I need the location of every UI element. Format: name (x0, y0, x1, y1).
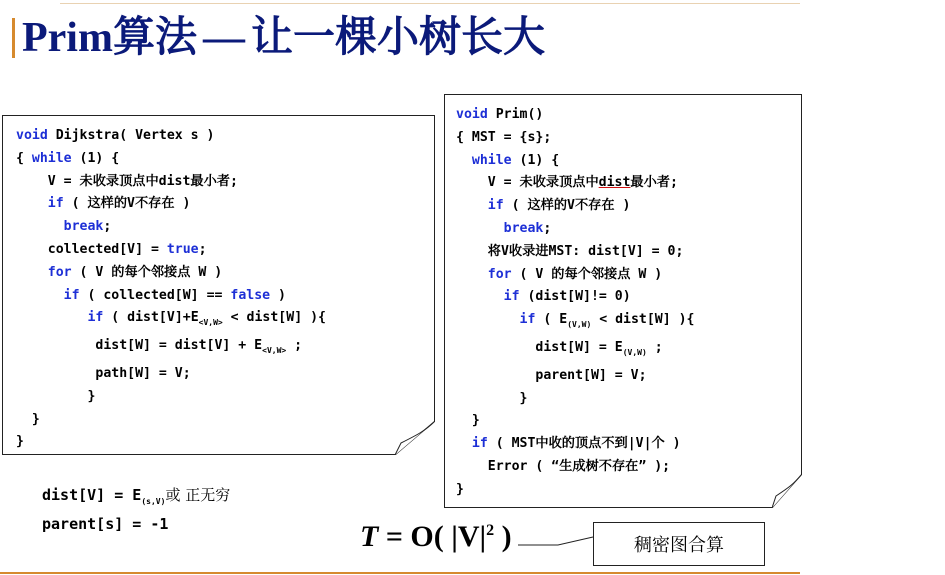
code-text: collected[V] = (16, 241, 167, 257)
code-keyword: false (230, 287, 271, 303)
code-line (16, 307, 326, 335)
code-line (16, 335, 326, 363)
page-title (22, 6, 545, 70)
dense-graph-callout: 稠密图合算 (593, 522, 765, 566)
code-subscript: (V,W) (567, 320, 592, 330)
code-text: ; (543, 220, 552, 236)
formula-close: ) (494, 520, 512, 553)
code-line (456, 433, 695, 456)
code-line (16, 409, 326, 432)
bottom-divider (0, 572, 800, 574)
code-line (456, 388, 695, 411)
code-text: } (16, 434, 24, 450)
code-keyword: if (471, 436, 488, 452)
code-text: (dist[W]!= 0) (519, 289, 631, 305)
code-text: ( V 的每个邻接点 W ) (71, 264, 223, 280)
code-text: dist (598, 175, 631, 191)
code-keyword: while (31, 150, 72, 166)
prim-code (456, 104, 695, 502)
code-text: Dijkstra( Vertex s ) (47, 128, 215, 143)
code-text: parent[W] = V; (456, 367, 647, 383)
code-text: ; (646, 339, 663, 355)
code-line (456, 241, 695, 264)
title-sub: 让一棵小树长大 (250, 15, 545, 61)
top-divider (60, 3, 800, 4)
code-text: ( 这样的V不存在 ) (63, 196, 191, 212)
code-text: ; (286, 338, 303, 354)
code-text (456, 436, 472, 451)
code-text: Prim() (487, 107, 544, 122)
code-line (456, 365, 695, 388)
code-text: } (456, 413, 480, 429)
code-line (16, 171, 326, 194)
code-line (16, 262, 326, 285)
code-line (456, 309, 695, 337)
code-text: path[W] = V; (16, 365, 191, 381)
code-text: } (16, 411, 40, 427)
code-line (456, 479, 695, 502)
code-line (16, 148, 326, 171)
code-text: < dist[W] ){ (222, 310, 326, 326)
code-keyword: break (63, 219, 104, 235)
code-line (456, 150, 695, 173)
init-dist-line (42, 484, 230, 506)
init-parent-line: parent[s] = -1 (42, 515, 169, 533)
code-keyword: if (63, 287, 80, 303)
code-keyword: for (47, 264, 72, 280)
formula-body: = O( |V| (378, 520, 487, 553)
callout-leader-line (518, 535, 598, 549)
code-line (456, 337, 695, 365)
code-line (456, 195, 695, 218)
code-text: ( dist[V]+E (103, 310, 199, 326)
code-text (16, 219, 64, 234)
code-text (456, 312, 520, 327)
code-text: dist[W] = E (456, 339, 623, 355)
title-separator: — (202, 15, 245, 61)
code-text: } (456, 481, 464, 497)
code-text: } (456, 390, 528, 406)
code-text: Error ( “生成树不存在” ); (456, 458, 671, 474)
code-text (456, 267, 488, 282)
code-text (16, 310, 87, 325)
code-keyword: for (487, 266, 512, 282)
code-text (456, 221, 504, 236)
dijkstra-code (16, 125, 326, 454)
code-line (16, 363, 326, 386)
code-keyword: if (47, 196, 64, 212)
code-text (16, 196, 48, 211)
code-text: V = 未收录顶点中 (456, 175, 599, 191)
init-dist-subscript: (s,V) (141, 497, 166, 506)
code-text: (1) { (71, 150, 120, 166)
code-line (456, 127, 695, 150)
code-text: ( E (535, 312, 568, 328)
code-keyword: if (87, 310, 104, 326)
code-text: dist[W] = dist[V] + E (16, 338, 263, 354)
code-text: ) (270, 287, 286, 303)
page-curl-icon (772, 474, 802, 508)
code-line (16, 431, 326, 454)
code-line (456, 218, 695, 241)
code-text: ; (103, 219, 112, 235)
code-text: V = 未收录顶点中dist最小者; (16, 173, 238, 189)
code-line (456, 410, 695, 433)
code-text: } (16, 388, 96, 404)
code-line (16, 193, 326, 216)
formula-T: T (360, 520, 379, 553)
code-line (456, 286, 695, 309)
init-dist-note: 或 正无穷 (165, 486, 231, 504)
code-line (16, 125, 326, 148)
code-text: < dist[W] ){ (591, 312, 695, 328)
code-keyword: void (16, 128, 48, 143)
code-line (16, 285, 326, 308)
code-line (456, 172, 695, 195)
code-text (456, 289, 504, 304)
code-line (16, 239, 326, 262)
code-text: ( 这样的V不存在 ) (503, 198, 631, 214)
code-line (16, 386, 326, 409)
code-subscript: (V,W) (622, 347, 647, 357)
code-keyword: true (166, 241, 199, 257)
formula-exponent: 2 (486, 522, 495, 539)
code-text: 最小者; (630, 175, 678, 191)
code-keyword: if (519, 312, 536, 328)
code-text (456, 198, 488, 213)
code-keyword: if (487, 198, 504, 214)
code-text: ( V 的每个邻接点 W ) (511, 266, 663, 282)
code-text (16, 288, 64, 303)
code-keyword: while (471, 152, 512, 168)
code-line (456, 456, 695, 479)
code-text: ( MST中收的顶点不到|V|个 ) (487, 436, 681, 452)
init-dist-code: dist[V] = E (42, 486, 142, 504)
code-line (456, 104, 695, 127)
code-text (456, 153, 472, 168)
code-subscript: <V,W> (262, 346, 287, 356)
code-keyword: if (503, 289, 520, 305)
code-text: { (16, 150, 32, 166)
code-keyword: break (503, 220, 544, 236)
code-subscript: <V,W> (198, 318, 223, 328)
page-curl-icon (395, 421, 435, 455)
complexity-formula (360, 520, 512, 554)
code-text: (1) { (511, 152, 560, 168)
code-line (16, 216, 326, 239)
code-text: ; (198, 241, 207, 257)
code-text: 将V收录进MST: dist[V] = 0; (456, 243, 684, 259)
code-line (456, 264, 695, 287)
code-keyword: void (456, 107, 488, 122)
code-text (16, 265, 48, 280)
code-text: ( collected[W] == (79, 287, 231, 303)
title-accent-bar (12, 18, 15, 58)
title-main: Prim算法 (22, 15, 197, 61)
code-text: { MST = {s}; (456, 129, 552, 145)
